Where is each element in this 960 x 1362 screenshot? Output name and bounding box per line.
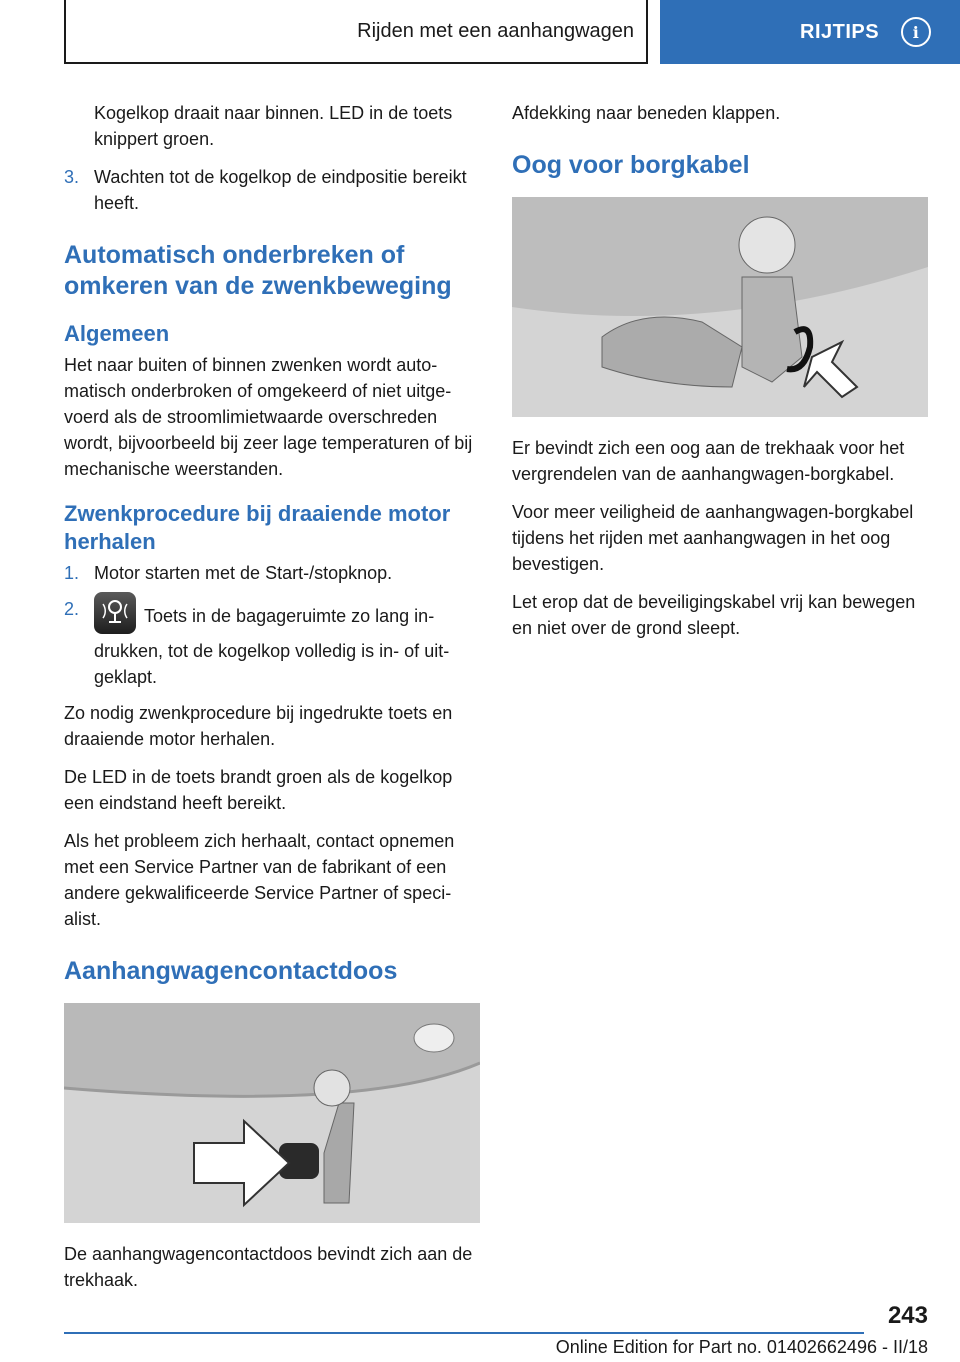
caption-trailer-socket: De aanhangwagencontactdoos bevindt zich aan de trekhaak.	[64, 1244, 473, 1290]
paragraph-cover: Afdekking naar beneden klappen.	[512, 103, 781, 123]
paragraph-led: De LED in de toets brandt groen als de kogelkop een eindstand heeft bereikt.	[64, 767, 453, 813]
step-number: 1.	[64, 563, 80, 583]
paragraph-repeat: Zo nodig zwenkprocedure bij ingedrukte toets en draaiende motor herhalen.	[64, 703, 453, 749]
step-text: Motor starten met de Start-/stopknop.	[94, 563, 393, 583]
heading-safety-cable-eye: Oog voor borgkabel	[512, 151, 750, 179]
heading-general: Algemeen	[64, 321, 170, 346]
page-number: 243	[887, 1302, 928, 1329]
paragraph-eye-safety: Voor meer veiligheid de aanhangwagen-borgkabel tijdens het rijden met aanhangwagen in het oog bevestigen.	[512, 502, 914, 574]
paragraph-service: Als het probleem zich herhaalt, contact opnemen met een Service Partner van de fabrikant of een andere gekwalificeerde Service Partner of specialist.	[64, 831, 455, 929]
footer-divider	[64, 1332, 864, 1334]
info-icon[interactable]: i	[901, 17, 931, 47]
heading-auto-interrupt: Automatisch onderbreken of omkeren van de zwenkbeweging	[64, 241, 452, 300]
chapter-label: RIJTIPS	[800, 20, 880, 43]
step-text: Toets in de bagageruimte zo lang indrukken, tot de kogelkop volledig is in- of uitgeklapt.	[94, 605, 450, 687]
paragraph-eye-location: Er bevindt zich een oog aan de trekhaak voor het vergrendelen van de aanhangwagen-borgkabel.	[512, 438, 905, 484]
intro-line: Kogelkop draait naar binnen. LED in de toets knippert groen.	[94, 103, 453, 149]
paragraph-eye-cable: Let erop dat de beveiligingskabel vrij kan bewegen en niet over de grond sleept.	[512, 592, 916, 638]
header-section-title	[64, 0, 648, 64]
step-number: 2.	[64, 599, 80, 619]
safety-cable-eye-illustration	[512, 197, 928, 417]
section-title: Rijden met een aanhangwagen	[357, 19, 634, 42]
list-item	[64, 596, 480, 690]
list-item	[64, 560, 480, 586]
paragraph-general: Het naar buiten of binnen zwenken wordt automatisch onderbroken of omgekeerd of niet uitgevoerd als de stroomlimietwaarde overschreden wordt, bijvoorbeeld bij zeer lage temperaturen of bij mechanische weerstanden.	[64, 355, 473, 479]
left-column	[64, 100, 480, 1305]
list-item	[64, 164, 480, 216]
right-column	[512, 100, 928, 653]
header-chapter-tab[interactable]	[660, 0, 960, 64]
step-text-wrapper	[94, 596, 480, 690]
trailer-socket-illustration	[64, 1003, 480, 1223]
step-number: 3.	[64, 167, 80, 187]
heading-trailer-socket: Aanhangwagencontactdoos	[64, 957, 398, 985]
footer-edition: Online Edition for Part no. 01402662496 - II/18	[555, 1337, 928, 1357]
heading-repeat-procedure: Zwenkprocedure bij draaiende motor herhalen	[64, 501, 451, 554]
step-text: Wachten tot de kogelkop de eindpositie bereikt heeft.	[94, 167, 467, 213]
trailer-hitch-button-icon	[94, 592, 136, 634]
